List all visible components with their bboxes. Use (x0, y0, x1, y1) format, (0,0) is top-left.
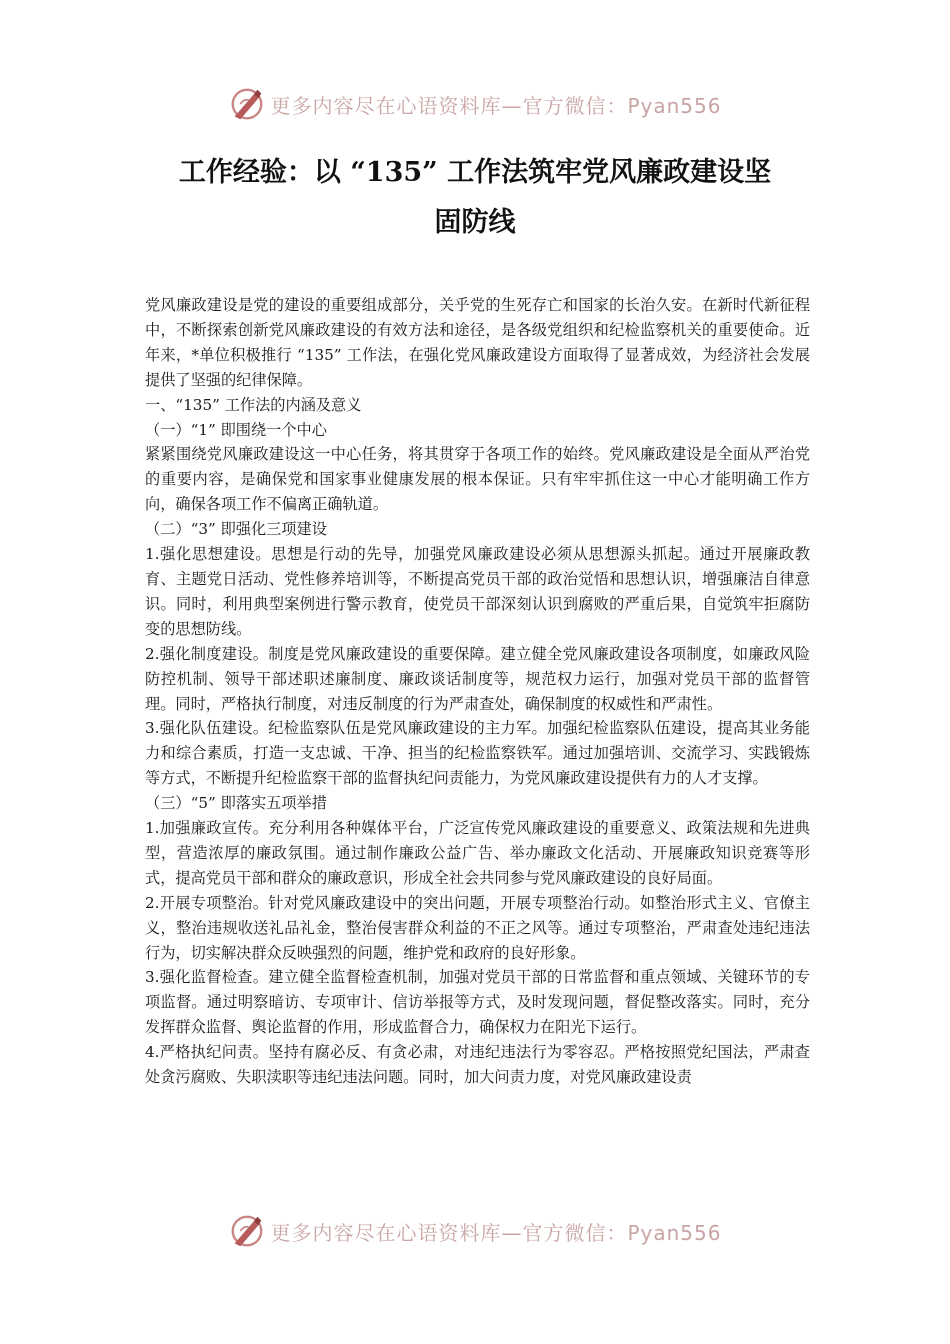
body-paragraph: 2.强化制度建设。制度是党风廉政建设的重要保障。建立健全党风廉政建设各项制度，如廉政风险防控机制、领导干部述职述廉制度、廉政谈话制度等，规范权力运行，加强对党员干部的监督管理。同时，严格执行制度，对违反制度的行为严肃查处，确保制度的权威性和严肃性。 (145, 644, 810, 713)
body-paragraph: 4.严格执纪问责。坚持有腐必反、有贪必肃，对违纪违法行为零容忍。严格按照党纪国法，严肃查处贪污腐败、失职渎职等违纪违法问题。同时，加大问责力度，对党风廉政建设责 (145, 1043, 810, 1087)
title-line-1: 工作经验：以 “135” 工作法筑牢党风廉政建设坚 (178, 157, 772, 188)
title-line-2: 固防线 (434, 207, 516, 238)
footer-watermark-banner (0, 1211, 950, 1251)
body-paragraph: 1.加强廉政宣传。充分利用各种媒体平台，广泛宣传党风廉政建设的重要意义、政策法规和先进典型，营造浓厚的廉政氛围。通过制作廉政公益广告、举办廉政文化活动、开展廉政知识竞赛等形式，提高党员干部和群众的廉政意识，形成全社会共同参与党风廉政建设的良好局面。 (145, 819, 810, 887)
subsection-heading: （一）“1” 即围绕一个中心 (145, 420, 327, 439)
section-heading: 一、“135” 工作法的内涵及意义 (145, 395, 362, 414)
watermark-text: 更多内容尽在心语资料库—官方微信：Pyan556 (270, 1220, 722, 1245)
subsection-heading: （三）“5” 即落实五项举措 (145, 794, 327, 813)
body-paragraph: 2.开展专项整治。针对党风廉政建设中的突出问题，开展专项整治行动。如整治形式主义、官僚主义，整治违规收送礼品礼金，整治侵害群众利益的不正之风等。通过专项整治，严肃查处违纪违法行为，切实解决群众反映强烈的问题，维护党和政府的良好形象。 (145, 893, 810, 962)
body-paragraph: 3.强化监督检查。建立健全监督检查机制，加强对党员干部的日常监督和重点领域、关键环节的专项监督。通过明察暗访、专项审计、信访举报等方式，及时发现问题，督促整改落实。同时，充分发挥群众监督、舆论监督的作用，形成监督合力，确保权力在阳光下运行。 (145, 968, 810, 1037)
intro-paragraph: 党风廉政建设是党的建设的重要组成部分，关乎党的生死存亡和国家的长治久安。在新时代新征程中，不断探索创新党风廉政建设的有效方法和途径，是各级党组织和纪检监察机关的重要使命。近年来，*单位积极推行 “135” 工作法，在强化党风廉政建设方面取得了显著成效，为经济社会发展提供了坚强的纪律保障。 (145, 296, 810, 389)
subsection-heading: （二）“3” 即强化三项建设 (145, 520, 327, 539)
body-paragraph: 1.强化思想建设。思想是行动的先导，加强党风廉政建设必须从思想源头抓起。通过开展廉政教育、主题党日活动、党性修养培训等，不断提高党员干部的政治觉悟和思想认识，增强廉洁自律意识。同时，利用典型案例进行警示教育，使党员干部深刻认识到腐败的严重后果，自觉筑牢拒腐防变的思想防线。 (145, 545, 810, 638)
body-paragraph: 紧紧围绕党风廉政建设这一中心任务，将其贯穿于各项工作的始终。党风廉政建设是全面从严治党的重要内容，是确保党和国家事业健康发展的根本保证。只有牢牢抓住这一中心才能明确工作方向，确保各项工作不偏离正确轨道。 (145, 445, 810, 514)
watermark-text: 更多内容尽在心语资料库—官方微信：Pyan556 (270, 93, 722, 118)
document-title (110, 148, 840, 248)
document-body (145, 293, 810, 1090)
body-paragraph: 3.强化队伍建设。纪检监察队伍是党风廉政建设的主力军。加强纪检监察队伍建设，提高其业务能力和综合素质，打造一支忠诚、干净、担当的纪检监察铁军。通过加强培训、交流学习、实践锻炼等方式，不断提升纪检监察干部的监督执纪问责能力，为党风廉政建设提供有力的人才支撑。 (145, 719, 810, 788)
pen-logo-icon (228, 1212, 266, 1250)
header-watermark-banner (0, 84, 950, 124)
pen-logo-icon (228, 85, 266, 123)
